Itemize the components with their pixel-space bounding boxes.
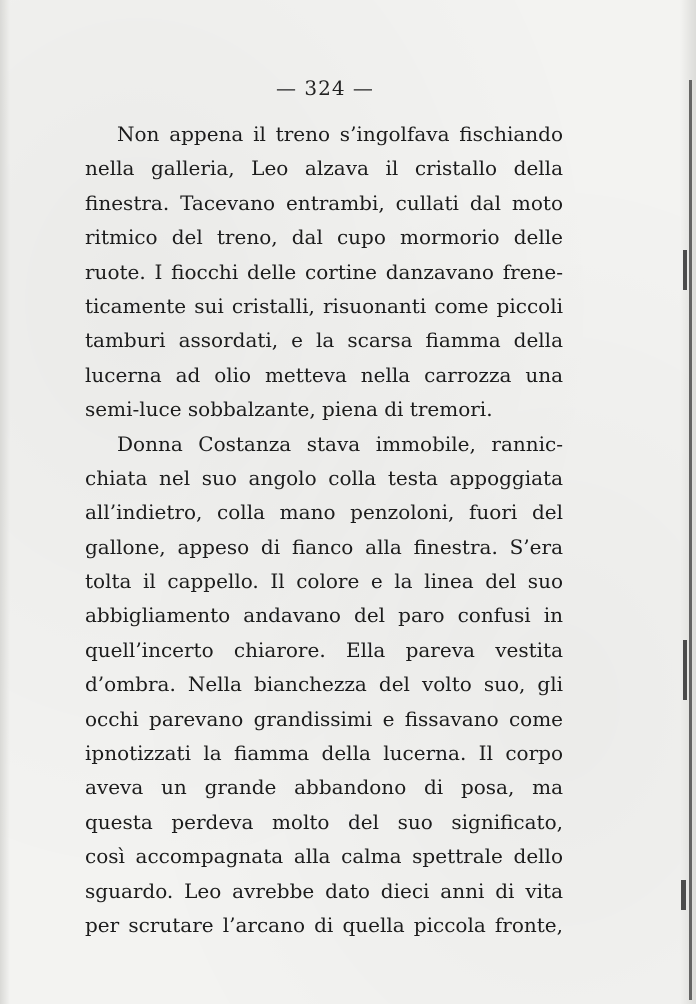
binding-edge-line (689, 80, 692, 1000)
text-line: tamburi assordati, e la scarsa fiamma della (85, 328, 563, 353)
binding-edge-mark (683, 640, 687, 700)
text-line: tolta il cappello. Il colore e la linea del suo (85, 569, 563, 594)
text-line: così accompagnata alla calma spettrale dello (85, 844, 563, 869)
text-line: abbigliamento andavano del paro confusi in (85, 603, 563, 628)
binding-edge-mark (683, 250, 687, 290)
text-line: ruote. I fiocchi delle cortine danzavano frene- (85, 259, 563, 284)
text-line: occhi parevano grandissimi e fissavano come (85, 706, 563, 731)
page-right-edge-shadow (680, 0, 696, 1004)
body-text (85, 117, 563, 942)
text-line: sguardo. Leo avrebbe dato dieci anni di vita (85, 878, 563, 903)
text-line: lucerna ad olio metteva nella carrozza una (85, 362, 563, 387)
text-line: gallone, appeso di fianco alla finestra. S’era (85, 534, 563, 559)
text-line: ipnotizzati la fiamma della lucerna. Il corpo (85, 741, 563, 766)
page-number: — 324 — (276, 76, 374, 100)
binding-edge-mark (681, 880, 686, 910)
text-line: per scrutare l’arcano di quella piccola fronte, (85, 912, 563, 937)
text-line: aveva un grande abbandono di posa, ma (85, 775, 563, 800)
text-line: Donna Costanza stava immobile, rannic- (117, 431, 563, 456)
text-line: ritmico del treno, dal cupo mormorio delle (85, 225, 563, 250)
text-line: quell’incerto chiarore. Ella pareva vestita (85, 637, 563, 662)
text-line: ticamente sui cristalli, risuonanti come piccoli (85, 293, 563, 318)
text-line: d’ombra. Nella bianchezza del volto suo, gli (85, 672, 563, 697)
text-line: semi-luce sobbalzante, piena di tremori. (85, 397, 493, 422)
text-line: chiata nel suo angolo colla testa appoggiata (85, 465, 563, 490)
text-line: questa perdeva molto del suo significato, (85, 809, 563, 834)
text-line: Non appena il treno s’ingolfava fischiando (117, 122, 563, 146)
text-line: all’indietro, colla mano penzoloni, fuori del (85, 500, 563, 525)
page-left-edge-shadow (0, 0, 10, 1004)
text-line: finestra. Tacevano entrambi, cullati dal moto (85, 190, 563, 215)
text-line: nella galleria, Leo alzava il cristallo della (85, 156, 563, 181)
